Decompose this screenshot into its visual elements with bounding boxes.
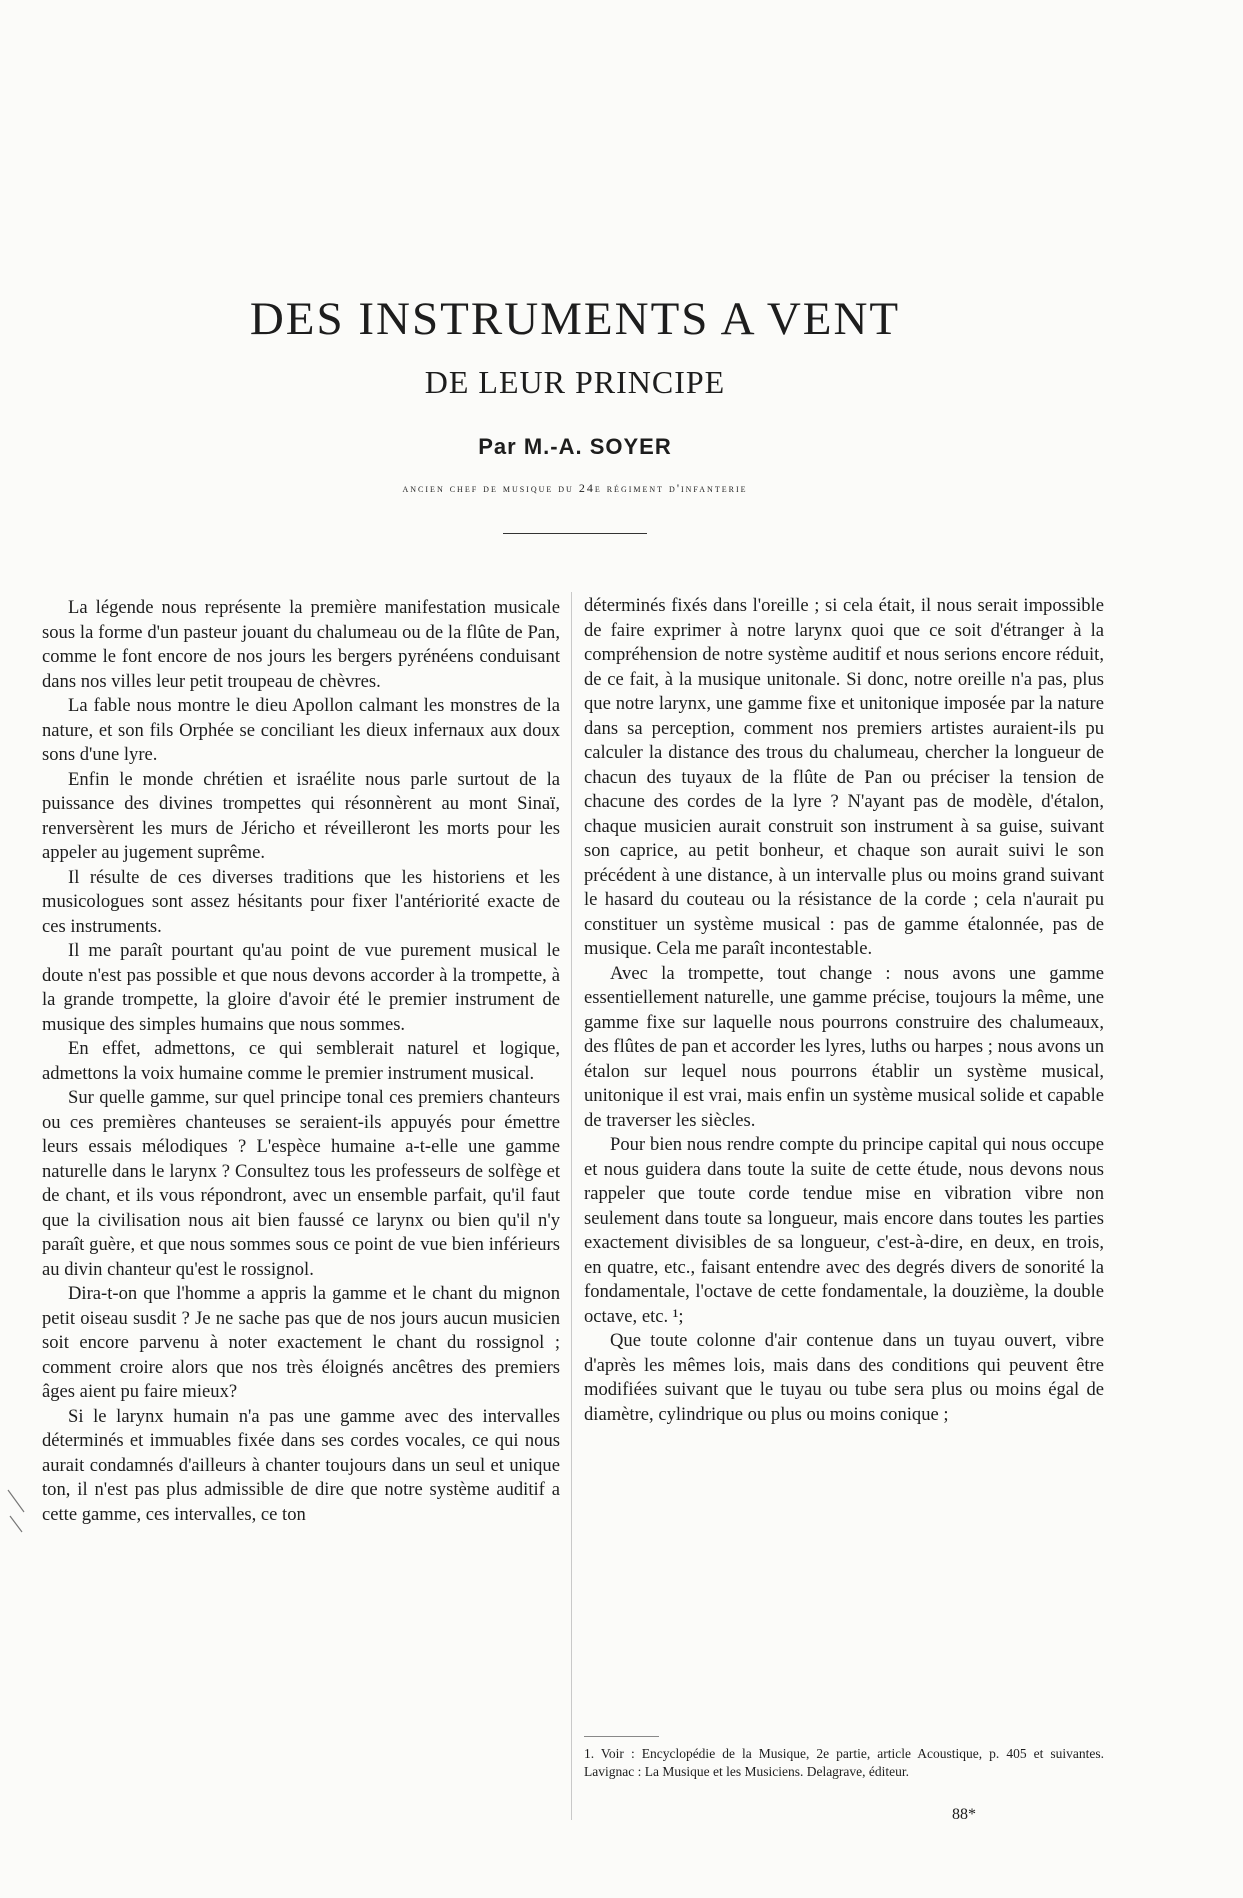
right-column <box>584 594 1104 1427</box>
paragraph: Il résulte de ces diverses traditions que les historiens et les musicologues sont assez hésitants pour fixer l'antériorité exacte de ces instruments. <box>42 866 560 937</box>
author-role: ancien chef de musique du 24e régiment d'infanterie <box>402 481 748 495</box>
paragraph: La légende nous représente la première manifestation musicale sous la forme d'un pasteur jouant du chalumeau ou de la flûte de Pan, comme le font encore de nos jours les bergers pyrénéens conduisant dans nos villes leur petit troupeau de chèvres. <box>42 597 560 692</box>
footnote <box>584 1745 1104 1781</box>
paragraph-continuation: déterminés fixés dans l'oreille ; si cela était, il nous serait impossible de faire exprimer à notre larynx quoi que ce soit d'étranger à la compréhension de notre système auditif et nous serions encore réduit, de ce fait, à la musique unitonale. Si donc, notre oreille n'a pas, plus que notre larynx, une gamme fixe et unitonique imposée par la nature dans sa perception, comment nos premiers artistes auraient-ils pu calculer la distance des trous du chalumeau, chercher la longueur de chacun des tuyaux de la flûte de Pan ou préciser la tension de chacune des cordes de la lyre ? N'ayant pas de modèle, d'étalon, chaque musicien aurait construit son instrument à sa guise, suivant son caprice, au petit bonheur, et chaque son aurait suivi le son précédent à une distance, à un intervalle plus ou moins grand suivant le hasard du couteau ou la résistance de la corde ; cela n'aurait pu constituer un système musical : pas de gamme étalonnée, pas de musique. Cela me paraît incontestable. <box>584 595 1104 959</box>
paragraph: Sur quelle gamme, sur quel principe tonal ces premiers chanteurs ou ces premières chanteuses se seraient-ils appuyés pour émettre leurs essais mélodiques ? L'espèce humaine a-t-elle une gamme naturelle dans le larynx ? Consultez tous les professeurs de solfège et de chant, et ils vous répondront, avec un ensemble parfait, qu'il faut que la civilisation nous ait bien faussé ce larynx ou bien qu'il n'y paraît guère, et que nous sommes sous ce point de vue bien inférieurs au divin chanteur qu'est le rossignol. <box>42 1087 560 1280</box>
paragraph: Que toute colonne d'air contenue dans un tuyau ouvert, vibre d'après les mêmes lois, mais dans des conditions qui peuvent être modifiées suivant que le tuyau ou tube sera plus ou moins égal de diamètre, cylindrique ou plus ou moins conique ; <box>584 1330 1104 1425</box>
footnote-separator <box>584 1736 659 1737</box>
paragraph: Enfin le monde chrétien et israélite nous parle surtout de la puissance des divines trompettes qui résonnèrent au mont Sinaï, renversèrent les murs de Jéricho et réveilleront les morts pour les appeler au jugement suprême. <box>42 768 560 863</box>
paragraph: Avec la trompette, tout change : nous avons une gamme essentiellement naturelle, une gamme précise, toujours la même, une gamme fixe sur laquelle nous pourrons construire des chalumeaux, des flûtes de pan et accorder les lyres, luths ou harpes ; nous avons un étalon sur lequel nous pourrons établir un système musical, unitonique il est vrai, mais enfin un système musical solide et capable de traverser les siècles. <box>584 962 1104 1131</box>
page-number: 88* <box>952 1806 976 1823</box>
left-column <box>42 596 560 1527</box>
paragraph: Il me paraît pourtant qu'au point de vue purement musical le doute n'est pas possible et que nous devons accorder à la trompette, à la grande trompette, la gloire d'avoir été le premier instrument de musique des simples humains que nous sommes. <box>42 940 560 1035</box>
article-title: DES INSTRUMENTS A VENT <box>249 293 901 345</box>
paragraph: Dira-t-on que l'homme a appris la gamme et le chant du mignon petit oiseau susdit ? Je ne sache pas que de nos jours aucun musicien soit encore parvenu à noter exactement le chant du rossignol ; comment croire alors que nos très éloignés ancêtres des premiers âges aient pu faire mieux? <box>42 1283 560 1402</box>
column-divider <box>571 592 572 1820</box>
paragraph: En effet, admettons, ce qui semblerait naturel et logique, admettons la voix humaine comme le premier instrument musical. <box>42 1038 560 1084</box>
article-subtitle: DE LEUR PRINCIPE <box>424 364 726 400</box>
margin-mark-icon <box>6 1486 28 1536</box>
paragraph: Si le larynx humain n'a pas une gamme avec des intervalles déterminés et immuables fixée dans ses cordes vocales, ce qui nous aurait condamnés d'ailleurs à chanter toujours dans un seul et unique ton, il n'est pas plus admissible de dire que notre système auditif a cette gamme, ces intervalles, ce ton <box>42 1405 560 1525</box>
title-divider <box>503 533 647 534</box>
paragraph: Pour bien nous rendre compte du principe capital qui nous occupe et nous guidera dans toute la suite de cette étude, nous devons nous rappeler que toute corde tendue mise en vibration vibre non seulement dans toute sa longueur, mais encore dans toutes les parties exactement divisibles de sa longueur, c'est-à-dire, en deux, en trois, en quatre, etc., faisant entendre avec des degrés divers de sonorité la fondamentale, l'octave de cette fondamentale, la douzième, la double octave, etc. ¹; <box>584 1134 1104 1327</box>
footnote-text: 1. Voir : Encyclopédie de la Musique, 2e partie, article Acoustique, p. 405 et suivantes. Lavignac : La Musique et les Musiciens. Delagrave, éditeur. <box>584 1746 1104 1779</box>
author-line: Par M.-A. SOYER <box>478 434 672 459</box>
paragraph: La fable nous montre le dieu Apollon calmant les monstres de la nature, et son fils Orphée se conciliant les dieux infernaux aux doux sons d'une lyre. <box>42 695 560 765</box>
